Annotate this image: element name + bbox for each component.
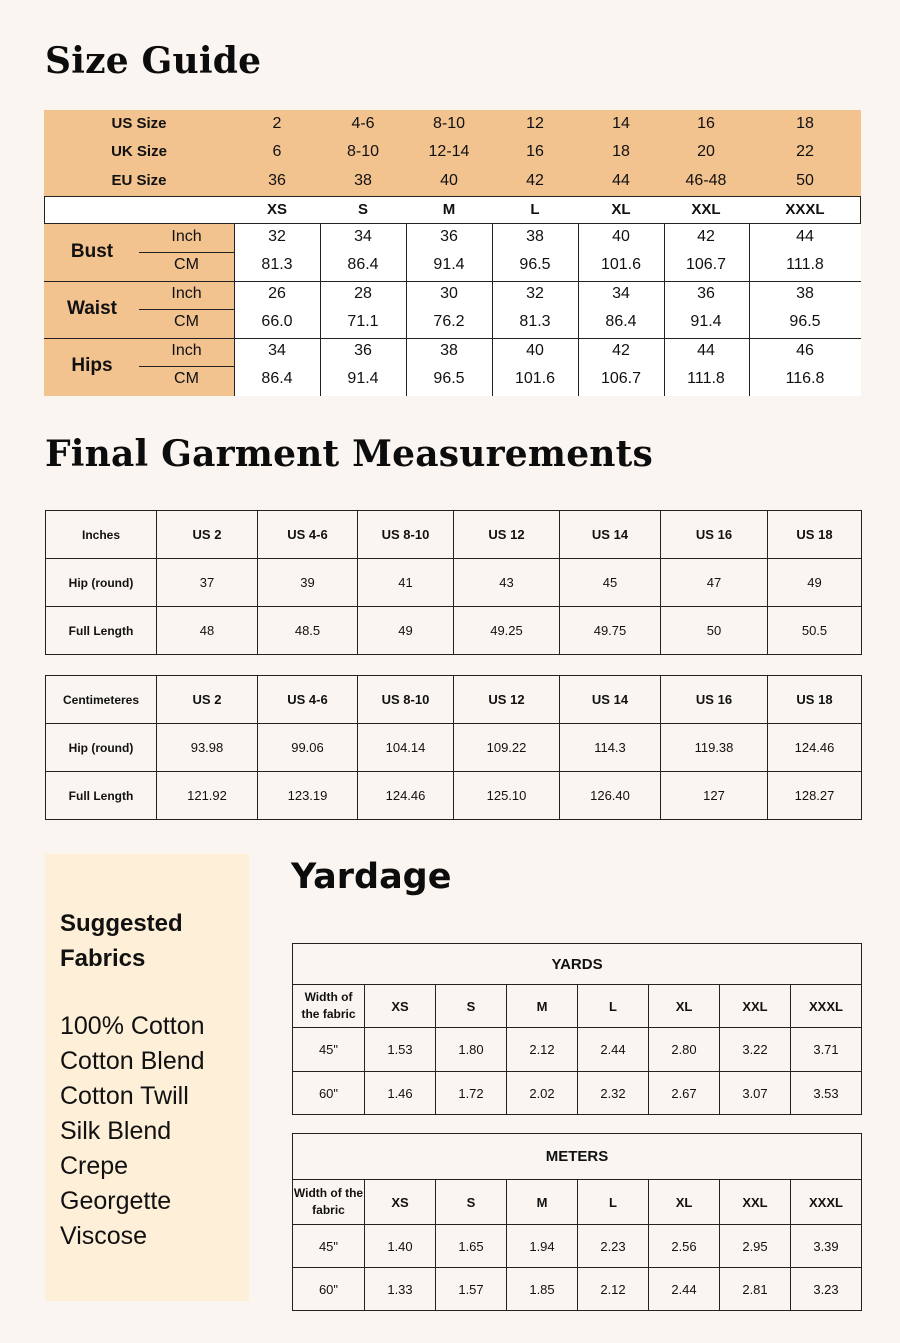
width-header-line2: fabric xyxy=(312,1203,345,1217)
table-row xyxy=(46,559,862,607)
size-region-label: EU Size xyxy=(111,172,167,189)
yardage-yards-table xyxy=(292,943,862,1115)
table-cell: 2.32 xyxy=(578,1072,649,1115)
inch-value: 36 xyxy=(354,342,372,359)
inch-value: 42 xyxy=(697,228,715,245)
cm-value: 101.6 xyxy=(514,370,556,387)
table-caption: YARDS xyxy=(293,944,862,985)
size-region-value: 12 xyxy=(526,115,544,132)
table-cell: 50 xyxy=(661,607,768,655)
cm-value: 91.4 xyxy=(690,313,722,330)
letter-size: XS xyxy=(266,201,287,218)
table-cell: 39 xyxy=(258,559,358,607)
inch-value: 34 xyxy=(354,228,372,245)
size-header: L xyxy=(578,1180,649,1225)
table-cell: 37 xyxy=(157,559,258,607)
size-header: XXL xyxy=(720,985,791,1028)
table-cell: 50.5 xyxy=(768,607,862,655)
column-header: US 4-6 xyxy=(258,676,358,724)
size-header: S xyxy=(436,985,507,1028)
measurement-name: Bust xyxy=(70,241,114,262)
table-cell: 3.71 xyxy=(791,1028,862,1072)
size-guide-table xyxy=(44,110,861,396)
table-cell: 2.56 xyxy=(649,1225,720,1268)
table-row xyxy=(293,1028,862,1072)
size-region-value: 14 xyxy=(612,115,630,132)
table-cell: 1.72 xyxy=(436,1072,507,1115)
table-header-row xyxy=(293,985,862,1028)
table-cell: 2.95 xyxy=(720,1225,791,1268)
size-region-value: 40 xyxy=(440,172,458,189)
table-cell: 2.12 xyxy=(507,1028,578,1072)
width-header xyxy=(293,1180,365,1225)
table-caption: METERS xyxy=(293,1134,862,1180)
cm-value: 71.1 xyxy=(347,313,379,330)
table-row xyxy=(293,1072,862,1115)
column-header: US 16 xyxy=(661,511,768,559)
inch-value: 38 xyxy=(526,228,544,245)
table-cell: 1.53 xyxy=(365,1028,436,1072)
column-header: US 18 xyxy=(768,511,862,559)
table-cell: 48.5 xyxy=(258,607,358,655)
inch-value: 38 xyxy=(440,342,458,359)
unit-cm-label: CM xyxy=(174,370,199,387)
inch-value: 42 xyxy=(612,342,630,359)
table-cell: 2.81 xyxy=(720,1268,791,1311)
table-cell: 119.38 xyxy=(661,724,768,772)
unit-divider xyxy=(139,366,234,367)
table-cell: 2.44 xyxy=(649,1268,720,1311)
size-header: XL xyxy=(649,1180,720,1225)
column-divider xyxy=(578,224,579,396)
inch-value: 26 xyxy=(268,285,286,302)
letter-size: XL xyxy=(611,201,631,218)
cm-value: 86.4 xyxy=(261,370,293,387)
letter-size: L xyxy=(530,201,540,218)
cm-value: 76.2 xyxy=(433,313,465,330)
table-cell: 3.53 xyxy=(791,1072,862,1115)
fabrics-title-line2: Fabrics xyxy=(60,945,146,972)
size-region-value: 42 xyxy=(526,172,544,189)
letter-size: XXXL xyxy=(785,201,825,218)
column-header: US 12 xyxy=(454,676,560,724)
table-cell: 3.23 xyxy=(791,1268,862,1311)
size-region-value: 16 xyxy=(526,143,544,160)
fabric-item: 100% Cotton xyxy=(60,1012,205,1040)
measurement-name: Waist xyxy=(67,298,117,319)
unit-inch-label: Inch xyxy=(171,228,202,245)
unit-divider xyxy=(139,252,234,253)
column-header: US 14 xyxy=(560,676,661,724)
cm-value: 66.0 xyxy=(261,313,293,330)
table-cell: 128.27 xyxy=(768,772,862,820)
inch-value: 36 xyxy=(440,228,458,245)
fabric-item: Viscose xyxy=(60,1222,148,1250)
table-cell: 45 xyxy=(560,559,661,607)
size-header: XXXL xyxy=(791,985,862,1028)
width-label: 45" xyxy=(293,1028,365,1072)
cm-value: 86.4 xyxy=(347,256,379,273)
table-cell: 125.10 xyxy=(454,772,560,820)
table-cell: 1.40 xyxy=(365,1225,436,1268)
column-divider xyxy=(492,224,493,396)
letter-size: M xyxy=(442,201,456,218)
table-cell: 121.92 xyxy=(157,772,258,820)
column-header: US 16 xyxy=(661,676,768,724)
table-header-row xyxy=(46,511,862,559)
width-label: 60" xyxy=(293,1268,365,1311)
column-divider xyxy=(406,224,407,396)
table-cell: 41 xyxy=(358,559,454,607)
table-cell: 49.25 xyxy=(454,607,560,655)
size-guide-title: Size Guide xyxy=(45,40,262,82)
cm-value: 81.3 xyxy=(261,256,293,273)
fabric-item: Cotton Blend xyxy=(60,1047,205,1075)
table-caption-row xyxy=(293,944,862,985)
table-cell: 1.57 xyxy=(436,1268,507,1311)
inch-value: 36 xyxy=(697,285,715,302)
table-cell: 43 xyxy=(454,559,560,607)
cm-value: 96.5 xyxy=(433,370,465,387)
inch-value: 44 xyxy=(697,342,715,359)
cm-value: 111.8 xyxy=(786,256,824,273)
table-row xyxy=(293,1268,862,1311)
table-caption-row xyxy=(293,1134,862,1180)
column-divider xyxy=(664,224,665,396)
table-cell: 48 xyxy=(157,607,258,655)
size-header: XL xyxy=(649,985,720,1028)
inch-value: 28 xyxy=(354,285,372,302)
fabrics-title-line1: Suggested xyxy=(60,910,183,937)
cm-value: 91.4 xyxy=(347,370,379,387)
table-cell: 104.14 xyxy=(358,724,454,772)
size-region-value: 46-48 xyxy=(685,172,727,189)
size-header: XXXL xyxy=(791,1180,862,1225)
column-header: US 4-6 xyxy=(258,511,358,559)
table-cell: 3.07 xyxy=(720,1072,791,1115)
unit-inch-label: Inch xyxy=(171,342,202,359)
inch-value: 32 xyxy=(268,228,286,245)
cm-value: 96.5 xyxy=(789,313,821,330)
group-divider xyxy=(44,338,861,339)
size-header: M xyxy=(507,985,578,1028)
column-divider xyxy=(749,224,750,396)
cm-value: 96.5 xyxy=(519,256,551,273)
table-cell: 2.44 xyxy=(578,1028,649,1072)
size-region-value: 36 xyxy=(268,172,286,189)
width-label: 45" xyxy=(293,1225,365,1268)
row-label: Full Length xyxy=(46,772,157,820)
size-region-value: 16 xyxy=(697,115,715,132)
size-region-value: 8-10 xyxy=(346,143,380,160)
cm-value: 111.8 xyxy=(687,370,725,387)
table-cell: 1.65 xyxy=(436,1225,507,1268)
inch-value: 32 xyxy=(526,285,544,302)
table-cell: 3.22 xyxy=(720,1028,791,1072)
table-cell: 127 xyxy=(661,772,768,820)
group-divider xyxy=(44,281,861,282)
size-header: M xyxy=(507,1180,578,1225)
garment-cm-table xyxy=(45,675,862,820)
fabric-item: Crepe xyxy=(60,1152,129,1180)
cm-value: 116.8 xyxy=(785,370,825,387)
size-region-label: US Size xyxy=(111,115,167,132)
column-header: US 8-10 xyxy=(358,511,454,559)
table-row xyxy=(46,607,862,655)
size-header: S xyxy=(436,1180,507,1225)
unit-cm-label: CM xyxy=(174,256,199,273)
yardage-title: Yardage xyxy=(291,857,452,897)
row-label: Hip (round) xyxy=(46,559,157,607)
column-divider xyxy=(234,224,235,396)
table-row xyxy=(293,1225,862,1268)
table-cell: 1.94 xyxy=(507,1225,578,1268)
table-cell: 124.46 xyxy=(768,724,862,772)
size-header: XS xyxy=(365,1180,436,1225)
table-cell: 3.39 xyxy=(791,1225,862,1268)
table-cell: 49 xyxy=(358,607,454,655)
table-cell: 124.46 xyxy=(358,772,454,820)
size-region-value: 4-6 xyxy=(351,115,375,132)
row-label: Hip (round) xyxy=(46,724,157,772)
measurement-name: Hips xyxy=(71,355,113,376)
cm-value: 86.4 xyxy=(605,313,637,330)
width-header-line2: the fabric xyxy=(301,1007,356,1021)
size-region-value: 2 xyxy=(272,115,282,132)
unit-header: Inches xyxy=(46,511,157,559)
size-region-value: 18 xyxy=(612,143,630,160)
width-header-line1: Width of xyxy=(304,990,353,1004)
table-cell: 2.23 xyxy=(578,1225,649,1268)
table-cell: 126.40 xyxy=(560,772,661,820)
size-region-value: 50 xyxy=(796,172,814,189)
cm-value: 101.6 xyxy=(600,256,642,273)
cm-value: 106.7 xyxy=(685,256,727,273)
fabrics-title xyxy=(60,906,183,976)
row-label: Full Length xyxy=(46,607,157,655)
inch-value: 40 xyxy=(612,228,630,245)
width-label: 60" xyxy=(293,1072,365,1115)
size-header: XS xyxy=(365,985,436,1028)
table-header-row xyxy=(293,1180,862,1225)
inch-value: 30 xyxy=(440,285,458,302)
table-cell: 2.67 xyxy=(649,1072,720,1115)
width-header-line1: Width of the xyxy=(293,1186,364,1200)
size-region-value: 22 xyxy=(796,143,814,160)
column-header: US 14 xyxy=(560,511,661,559)
table-cell: 2.80 xyxy=(649,1028,720,1072)
table-cell: 49.75 xyxy=(560,607,661,655)
unit-header: Centimeteres xyxy=(46,676,157,724)
column-header: US 12 xyxy=(454,511,560,559)
letter-size: S xyxy=(357,201,368,218)
column-header: US 2 xyxy=(157,676,258,724)
garment-inches-table xyxy=(45,510,862,655)
size-region-value: 18 xyxy=(796,115,814,132)
inch-value: 44 xyxy=(796,228,814,245)
table-cell: 47 xyxy=(661,559,768,607)
size-region-value: 6 xyxy=(272,143,282,160)
unit-inch-label: Inch xyxy=(171,285,202,302)
size-region-value: 38 xyxy=(354,172,372,189)
unit-divider xyxy=(139,309,234,310)
fabric-item: Silk Blend xyxy=(60,1117,172,1145)
garment-measurements-title: Final Garment Measurements xyxy=(45,433,653,475)
table-row xyxy=(46,724,862,772)
width-header xyxy=(293,985,365,1028)
table-cell: 99.06 xyxy=(258,724,358,772)
cm-value: 106.7 xyxy=(600,370,642,387)
table-cell: 2.12 xyxy=(578,1268,649,1311)
table-cell: 2.02 xyxy=(507,1072,578,1115)
table-cell: 123.19 xyxy=(258,772,358,820)
inch-value: 40 xyxy=(526,342,544,359)
table-cell: 1.46 xyxy=(365,1072,436,1115)
table-row xyxy=(46,772,862,820)
table-cell: 109.22 xyxy=(454,724,560,772)
table-cell: 93.98 xyxy=(157,724,258,772)
table-cell: 49 xyxy=(768,559,862,607)
yardage-meters-table xyxy=(292,1133,862,1311)
fabric-item: Cotton Twill xyxy=(60,1082,189,1110)
column-header: US 8-10 xyxy=(358,676,454,724)
table-cell: 114.3 xyxy=(560,724,661,772)
size-region-value: 8-10 xyxy=(432,115,466,132)
inch-value: 38 xyxy=(796,285,814,302)
inch-value: 46 xyxy=(796,342,814,359)
column-header: US 18 xyxy=(768,676,862,724)
fabrics-list xyxy=(60,1009,205,1254)
size-region-value: 20 xyxy=(697,143,715,160)
inch-value: 34 xyxy=(268,342,286,359)
inch-value: 34 xyxy=(612,285,630,302)
size-region-label: UK Size xyxy=(111,143,167,160)
table-cell: 1.80 xyxy=(436,1028,507,1072)
unit-cm-label: CM xyxy=(174,313,199,330)
suggested-fabrics-panel xyxy=(45,854,249,1301)
column-divider xyxy=(320,224,321,396)
table-cell: 1.85 xyxy=(507,1268,578,1311)
cm-value: 91.4 xyxy=(433,256,465,273)
table-cell: 1.33 xyxy=(365,1268,436,1311)
column-header: US 2 xyxy=(157,511,258,559)
table-header-row xyxy=(46,676,862,724)
size-header: XXL xyxy=(720,1180,791,1225)
letter-size: XXL xyxy=(691,201,721,218)
size-region-value: 44 xyxy=(612,172,630,189)
fabric-item: Georgette xyxy=(60,1187,172,1215)
cm-value: 81.3 xyxy=(519,313,551,330)
size-header: L xyxy=(578,985,649,1028)
size-region-value: 12-14 xyxy=(428,143,470,160)
